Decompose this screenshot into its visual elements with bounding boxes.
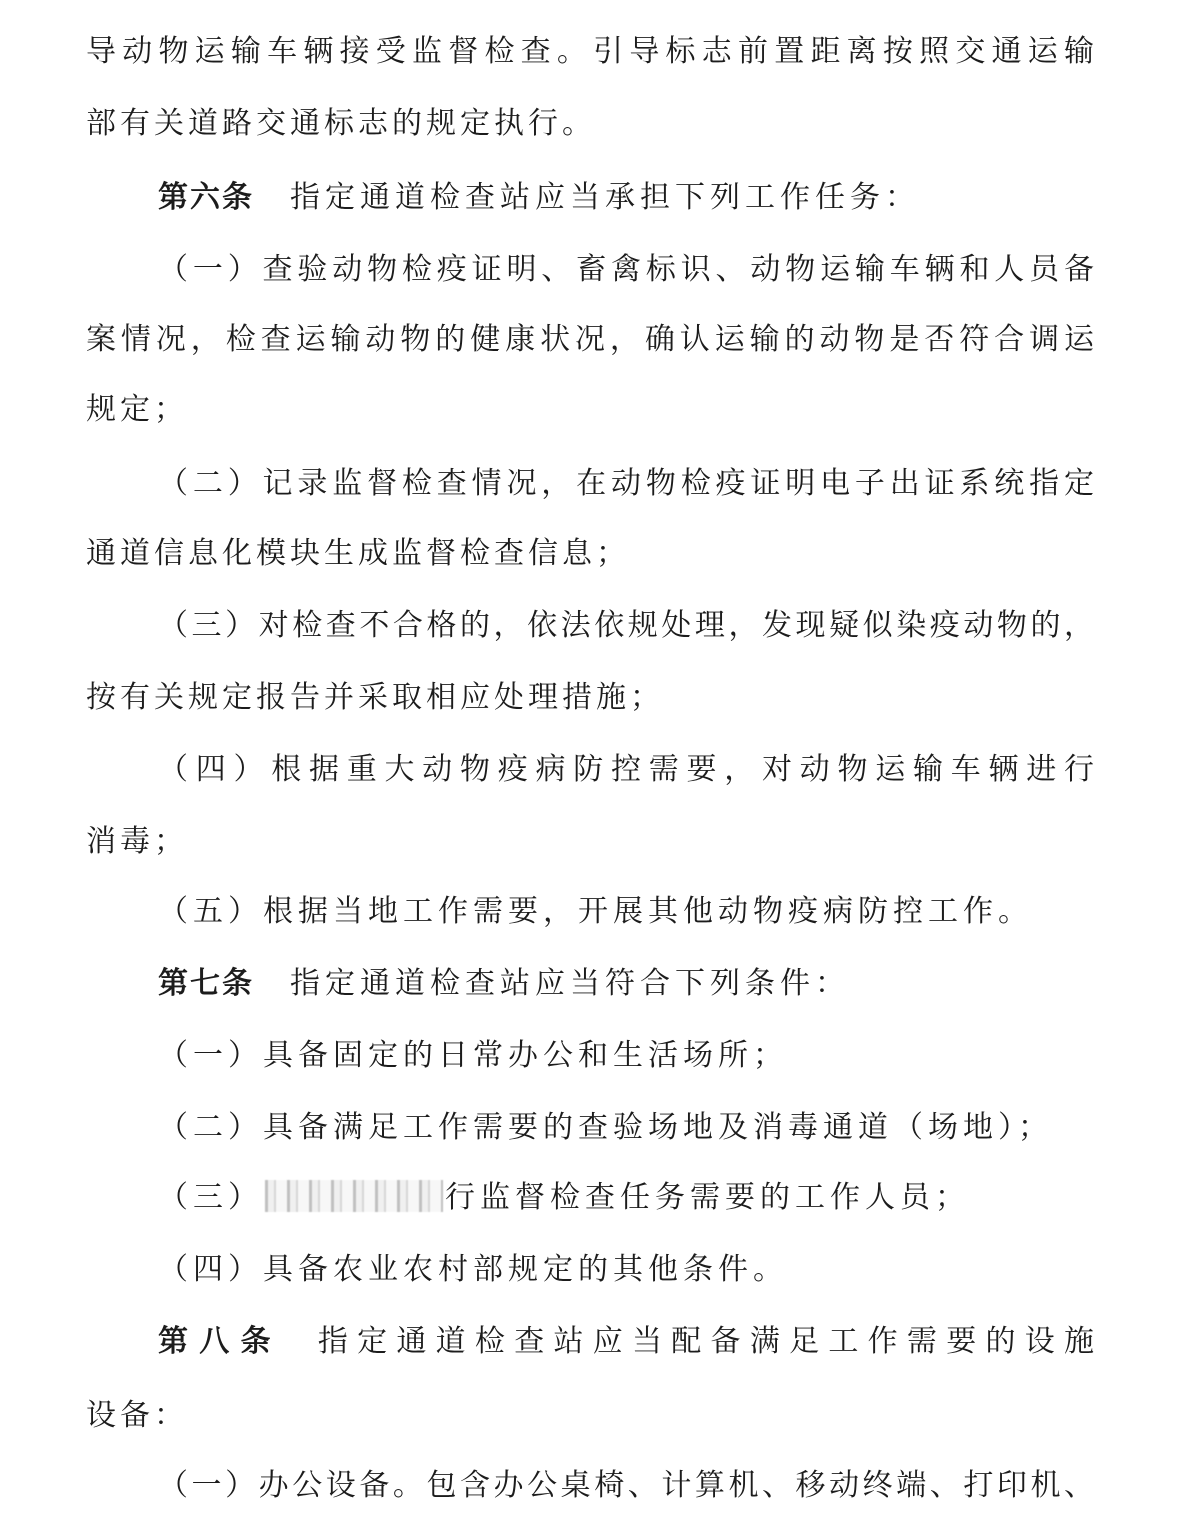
article-text: 指定通道检查站应当配备满足工作需要的设施 xyxy=(317,1324,1095,1359)
paragraph-line: 导动物运输车辆接受监督检查。引导标志前置距离按照交通运输 xyxy=(86,34,1094,69)
list-item-line: （一）具备固定的日常办公和生活场所； xyxy=(158,1038,788,1073)
article-8-heading xyxy=(158,1322,1094,1362)
list-item-line: （五）根据当地工作需要，开展其他动物疫病防控工作。 xyxy=(158,894,1033,929)
list-item-line: （一）办公设备。包含办公桌椅、计算机、移动终端、打印机、 xyxy=(158,1468,1094,1503)
article-label: 第八条 xyxy=(158,1324,282,1359)
paragraph-line: 消毒； xyxy=(86,824,188,859)
article-text: 指定通道检查站应当符合下列条件： xyxy=(290,966,850,1001)
article-7-heading xyxy=(158,964,850,1004)
paragraph-line: 通道信息化模块生成监督检查信息； xyxy=(86,536,630,571)
list-item-line: （三）对检查不合格的，依法依规处理，发现疑似染疫动物的， xyxy=(158,608,1094,643)
article-6-heading xyxy=(158,178,920,218)
list-item-line-redacted xyxy=(158,1178,970,1218)
article-label: 第六条 xyxy=(158,180,254,215)
paragraph-line: 案情况，检查运输动物的健康状况，确认运输的动物是否符合调运 xyxy=(86,322,1094,357)
article-label: 第七条 xyxy=(158,966,254,1001)
redaction-blur xyxy=(265,1180,443,1212)
list-item-line: （四）具备农业农村部规定的其他条件。 xyxy=(158,1252,788,1287)
list-item-prefix: （三） xyxy=(158,1180,263,1215)
paragraph-line: 部有关道路交通标志的规定执行。 xyxy=(86,106,596,141)
paragraph-line: 规定； xyxy=(86,392,188,427)
list-item-line: （二）具备满足工作需要的查验场地及消毒通道（场地）； xyxy=(158,1110,1053,1145)
list-item-text: 行监督检查任务需要的工作人员； xyxy=(445,1180,970,1215)
paragraph-line: 按有关规定报告并采取相应处理措施； xyxy=(86,680,664,715)
article-text: 指定通道检查站应当承担下列工作任务： xyxy=(290,180,920,215)
list-item-line: （二）记录监督检查情况，在动物检疫证明电子出证系统指定 xyxy=(158,466,1094,501)
list-item-line: （一）查验动物检疫证明、畜禽标识、动物运输车辆和人员备 xyxy=(158,252,1094,287)
paragraph-line: 设备： xyxy=(86,1398,188,1433)
list-item-line: （四）根据重大动物疫病防控需要，对动物运输车辆进行 xyxy=(158,752,1094,787)
